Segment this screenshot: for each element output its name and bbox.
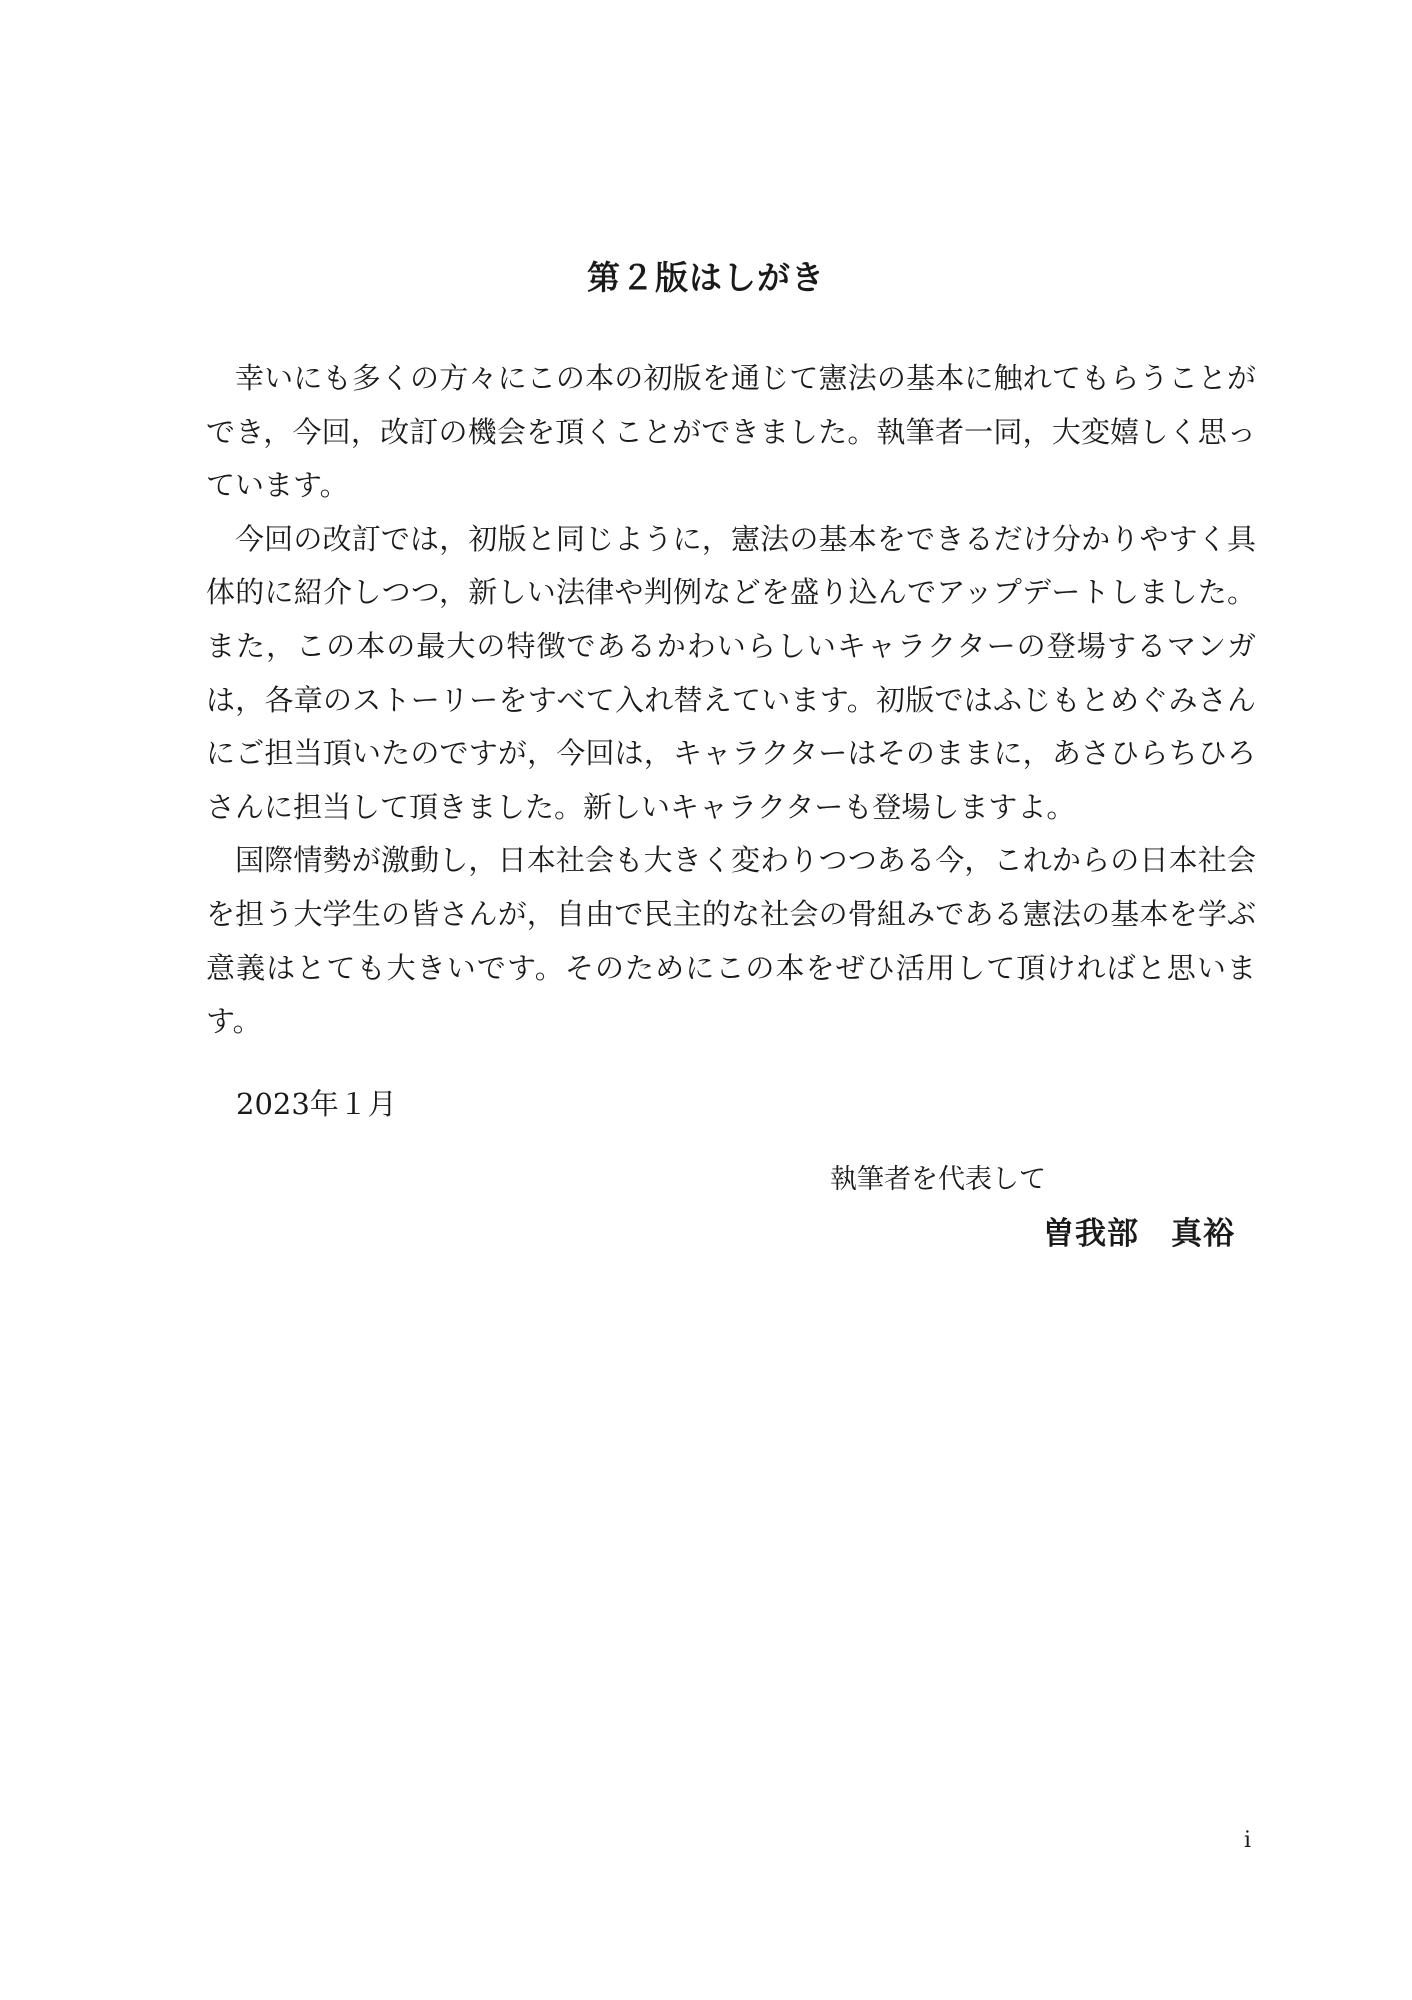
- paragraph-2: 今回の改訂では，初版と同じように，憲法の基本をできるだけ分かりやすく具体的に紹介しつつ，新しい法律や判例などを盛り込んでアップデートしました。また，この本の最大の特徴であるかわいらしいキャラクターの登場するマンガは，各章のストーリーをすべて入れ替えています。初版ではふじもとめぐみさんにご担当頂いたのですが，今回は，キャラクターはそのままに，あさひらちひろさんに担当して頂きました。新しいキャラクターも登場しますよ。: [206, 521, 1256, 824]
- page-title: 第２版はしがき: [587, 258, 825, 297]
- signature-role: 執筆者を代表して: [830, 1164, 1046, 1195]
- paragraph-1: 幸いにも多くの方々にこの本の初版を通じて憲法の基本に触れてもらうことができ，今回，改訂の機会を頂くことができました。執筆者一同，大変嬉しく思っています。: [206, 361, 1256, 503]
- page-number: i: [1244, 1828, 1252, 1853]
- preface-body: [206, 352, 1256, 1049]
- paragraph-3: 国際情勢が激動し，日本社会も大きく変わりつつある今，これからの日本社会を担う大学生の皆さんが，自由で民主的な社会の骨組みである憲法の基本を学ぶ意義はとても大きいです。そのためにこの本をぜひ活用して頂ければと思います。: [206, 843, 1256, 1039]
- date: 2023年１月: [236, 1087, 397, 1121]
- signature-name: 曽我部 真裕: [1043, 1216, 1235, 1252]
